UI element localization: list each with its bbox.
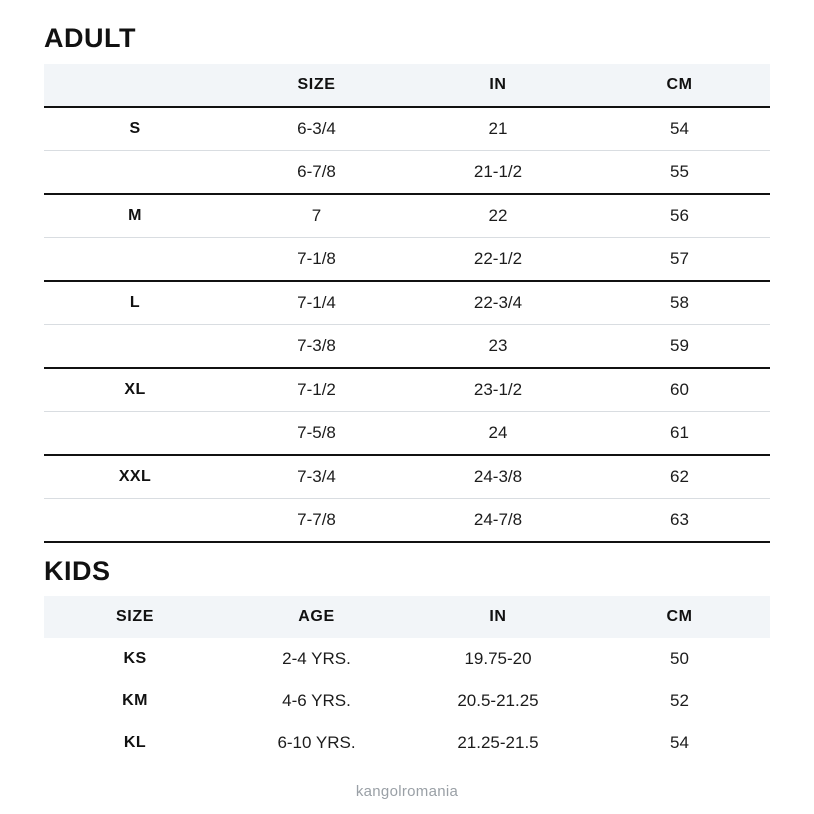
adult-size-label: L [44, 281, 226, 325]
adult-size-value: 7-5/8 [226, 411, 407, 455]
table-row [44, 150, 770, 194]
adult-in-value: 22-1/2 [407, 237, 589, 281]
adult-header-blank [44, 64, 226, 107]
adult-size-table [44, 64, 770, 543]
table-row [44, 638, 770, 680]
adult-in-value: 21-1/2 [407, 150, 589, 194]
adult-size-label [44, 150, 226, 194]
kids-size-table [44, 596, 770, 764]
adult-cm-value: 60 [589, 368, 770, 412]
kids-size-label: KL [123, 734, 147, 752]
kids-age-value: 4-6 YRS. [282, 691, 351, 711]
adult-cm-value: 63 [589, 498, 770, 542]
kids-table-header [44, 596, 770, 638]
adult-size-label [44, 237, 226, 281]
adult-in-value: 22-3/4 [407, 281, 589, 325]
adult-size-value: 6-3/4 [226, 107, 407, 151]
kids-in-value: 20.5-21.25 [457, 691, 539, 711]
watermark: kangolromania [355, 783, 459, 800]
kids-header-age: AGE [226, 596, 407, 638]
kids-header-in: IN [407, 596, 589, 638]
table-row [44, 680, 770, 722]
adult-section-title: ADULT [44, 23, 136, 53]
adult-in-value: 24-3/8 [407, 455, 589, 499]
adult-cm-value: 59 [589, 324, 770, 368]
kids-header-size: SIZE [44, 596, 226, 638]
table-row [44, 281, 770, 325]
adult-size-label [44, 324, 226, 368]
adult-in-value: 23-1/2 [407, 368, 589, 412]
table-header-row [44, 596, 770, 638]
kids-age-value: 2-4 YRS. [282, 649, 351, 669]
adult-cm-value: 54 [589, 107, 770, 151]
table-row [44, 107, 770, 151]
adult-cm-value: 57 [589, 237, 770, 281]
adult-in-value: 24 [407, 411, 589, 455]
adult-size-value: 7-3/4 [226, 455, 407, 499]
table-row [44, 498, 770, 542]
adult-table-header [44, 64, 770, 107]
adult-size-label: S [44, 107, 226, 151]
table-row [44, 455, 770, 499]
adult-header-size: SIZE [226, 64, 407, 107]
table-row [44, 722, 770, 764]
kids-in-value: 19.75-20 [464, 649, 532, 669]
adult-size-value: 6-7/8 [226, 150, 407, 194]
adult-size-label [44, 498, 226, 542]
adult-cm-value: 56 [589, 194, 770, 238]
kids-age-value: 6-10 YRS. [277, 733, 356, 753]
adult-size-value: 7-1/4 [226, 281, 407, 325]
adult-header-in: IN [407, 64, 589, 107]
adult-size-label: M [44, 194, 226, 238]
kids-cm-value: 52 [670, 691, 689, 711]
adult-size-value: 7-7/8 [226, 498, 407, 542]
adult-in-value: 21 [407, 107, 589, 151]
kids-section-title: KIDS [44, 555, 111, 586]
adult-in-value: 22 [407, 194, 589, 238]
adult-size-value: 7-3/8 [226, 324, 407, 368]
kids-size-label: KS [123, 650, 147, 668]
kids-in-value: 21.25-21.5 [457, 733, 539, 753]
adult-cm-value: 62 [589, 455, 770, 499]
kids-cm-value: 50 [670, 649, 689, 669]
table-header-row [44, 64, 770, 107]
table-row [44, 324, 770, 368]
kids-table-body [44, 638, 770, 764]
adult-size-label [44, 411, 226, 455]
adult-header-cm: CM [589, 64, 770, 107]
adult-cm-value: 58 [589, 281, 770, 325]
adult-size-label: XXL [44, 455, 226, 499]
adult-size-value: 7-1/8 [226, 237, 407, 281]
kids-cm-value: 54 [670, 733, 689, 753]
adult-size-value: 7-1/2 [226, 368, 407, 412]
kids-size-label: KM [122, 692, 148, 710]
table-row [44, 194, 770, 238]
adult-in-value: 24-7/8 [407, 498, 589, 542]
adult-cm-value: 61 [589, 411, 770, 455]
table-row [44, 411, 770, 455]
adult-cm-value: 55 [589, 150, 770, 194]
table-row [44, 237, 770, 281]
adult-size-value: 7 [226, 194, 407, 238]
adult-in-value: 23 [407, 324, 589, 368]
table-row [44, 368, 770, 412]
adult-size-label: XL [44, 368, 226, 412]
kids-header-cm: CM [589, 596, 770, 638]
adult-table-body [44, 107, 770, 542]
